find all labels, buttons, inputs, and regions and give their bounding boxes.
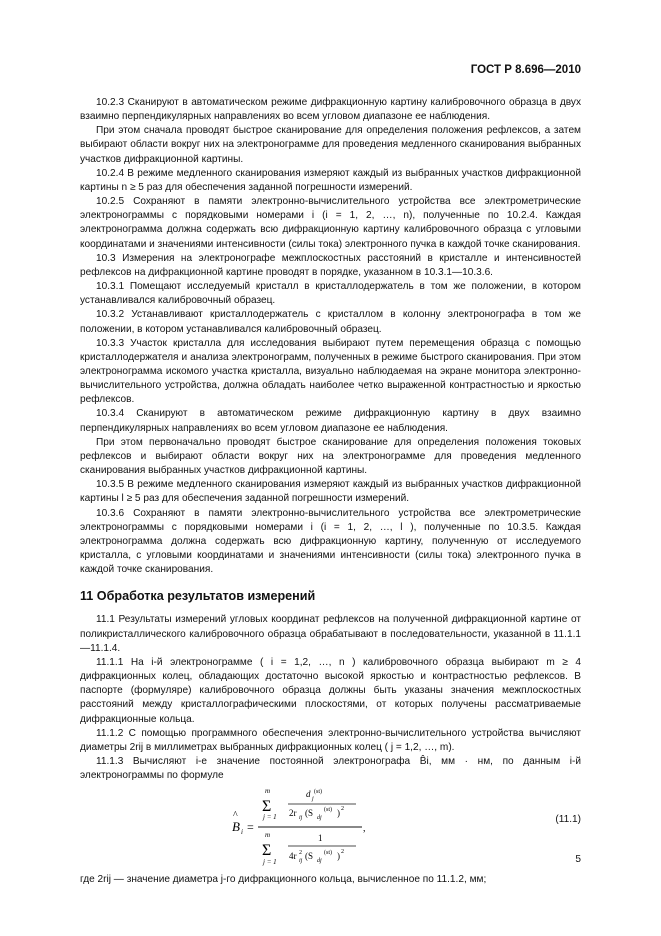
svg-text:j: j bbox=[312, 796, 314, 803]
svg-text:j = 1: j = 1 bbox=[263, 813, 277, 822]
svg-text:m: m bbox=[265, 787, 271, 796]
paragraph: 10.3.1 Помещают исследуемый кристалл в кристаллодержатель в том же положении, в котором устанавливался калибровочный образец. bbox=[80, 281, 581, 307]
svg-text:(st): (st) bbox=[324, 850, 332, 857]
svg-text:(S: (S bbox=[305, 808, 314, 819]
paragraph: 10.3.3 Участок кристалла для исследования выбирают путем перемещения образца с помощью кристаллодержателя и анализа электронограмм, полученных в режиме быстрого сканирования. При этом электронограмма искомого участка кристалла, визуально наблюдаемая на экране монитора электронно-вычислительного устройства, должна обладать наиболее четко выраженной контрастностью и яркостью рефлексов. bbox=[80, 337, 581, 406]
formula-11-1 bbox=[232, 785, 422, 869]
svg-text:dj: dj bbox=[317, 815, 322, 822]
paragraph: 10.2.5 Сохраняют в памяти электронно-вычислительного устройства все электрометрические электронограммы с порядковыми номерами i (i = 1, 2, …, n), полученные по 10.2.4. Каждая электронограмма должна содержать всю дифракционную картину калибровочного образца с угловыми координатами и значениями интенсивности (силы тока) электронного пучка в каждой точке сканирования. bbox=[80, 196, 581, 250]
svg-text:=: = bbox=[247, 820, 254, 835]
svg-text:(st): (st) bbox=[324, 807, 332, 814]
svg-text:2r: 2r bbox=[289, 808, 297, 819]
svg-text:dj: dj bbox=[317, 858, 322, 865]
svg-text:(S: (S bbox=[305, 851, 314, 862]
paragraph: 10.2.3 Сканируют в автоматическом режиме дифракционную картину калибровочного образца в двух взаимно перпендикулярных направлениях во всем угловом диапазоне ее наблюдения. bbox=[80, 97, 581, 123]
svg-text:2: 2 bbox=[341, 806, 344, 813]
paragraph: 11.1.3 Вычисляют i-е значение постоянной электронографа B̂i, мм · нм, по данным i-й электронограммы по формуле bbox=[80, 756, 581, 782]
svg-text:d: d bbox=[306, 789, 311, 800]
svg-text:Σ: Σ bbox=[262, 798, 272, 816]
paragraph: 10.3.4 Сканируют в автоматическом режиме дифракционную картину в двух взаимно перпендикулярных направлениях во всем угловом диапазоне ее наблюдения. bbox=[80, 408, 581, 434]
svg-text:m: m bbox=[265, 831, 271, 840]
svg-text:): ) bbox=[337, 851, 340, 862]
svg-text:Σ: Σ bbox=[262, 842, 272, 860]
paragraph: 10.2.4 В режиме медленного сканирования измеряют каждый из выбранных участков дифракционной картины n ≥ 5 раз для обеспечения заданной погрешности измерений. bbox=[80, 167, 581, 193]
svg-text:i: i bbox=[241, 828, 243, 837]
paragraph: При этом сначала проводят быстрое сканирование для определения положения рефлексов, а затем выбирают области вокруг них на электронограмме для проведения медленного сканирования выбранных участков дифракционной картины. bbox=[80, 125, 581, 165]
formula-block bbox=[80, 785, 581, 869]
svg-text:ij: ij bbox=[299, 815, 303, 822]
paragraph: 10.3 Измерения на электронографе межплоскостных расстояний в кристалле и интенсивностей рефлексов на дифракционной картине проводят в порядке, указанном в 10.3.1—10.3.6. bbox=[80, 252, 581, 278]
document-header: ГОСТ Р 8.696—2010 bbox=[470, 64, 581, 76]
paragraph: 11.1 Результаты измерений угловых координат рефлексов на полученной дифракционной картине от поликристаллического калибровочного образца обрабатывают в последовательности, указанной в 11.1.1—11.1.4. bbox=[80, 614, 581, 654]
paragraph: 10.3.2 Устанавливают кристаллодержатель с кристаллом в колонну электронографа в том же положении, в котором устанавливался калибровочный образец. bbox=[80, 309, 581, 335]
svg-text:^: ^ bbox=[233, 810, 238, 822]
svg-text:): ) bbox=[337, 808, 340, 819]
svg-text:j = 1: j = 1 bbox=[263, 858, 277, 867]
svg-text:2: 2 bbox=[299, 850, 302, 857]
svg-text:(st): (st) bbox=[314, 789, 322, 796]
section-title: 11 Обработка результатов измерений bbox=[80, 589, 316, 604]
equation-number: (11.1) bbox=[555, 814, 581, 826]
paragraph: 10.3.6 Сохраняют в памяти электронно-вычислительного устройства все электрометрические электронограммы с порядковыми номерами i (i = 1, 2, …, l ), полученные по 10.3.5. Каждая электронограмма должна содержать всю дифракционную картину, полученную от исследуемого кристалла, с угловыми координатами и значениями интенсивности (силы тока) электронного пучка в каждой точке сканирования. bbox=[80, 507, 581, 576]
footnote: где 2rij — значение диаметра j-го дифракционного кольца, вычисленное по 11.1.2, мм; bbox=[80, 874, 487, 886]
paragraph: При этом первоначально проводят быстрое сканирование для определения положения токовых рефлексов и выбирают области вокруг них на электронограмме для проведения медленного сканирования выбранных участков дифракционной картины. bbox=[80, 436, 581, 477]
page-number: 5 bbox=[575, 854, 581, 865]
paragraph: 11.1.2 С помощью программного обеспечения электронно-вычислительного устройства вычисляют диаметры 2rij в миллиметрах выбранных дифракционных колец ( j = 1,2, …, m). bbox=[80, 727, 581, 753]
svg-text:2: 2 bbox=[341, 849, 344, 856]
svg-text:ij: ij bbox=[299, 858, 303, 865]
paragraph: 11.1.1 На i-й электронограмме ( i = 1,2, …, n ) калибровочного образца выбирают m ≥ 4 дифракционных колец, обладающих достаточно высокой яркостью и контрастностью рефлексов. В паспорте (формуляре) калибровочного образца должны быть указаны значения межплоскостных расстояний между кристаллографическими плоскостями, от которых получены рассматриваемые дифракционные кольца. bbox=[80, 656, 581, 725]
svg-text:,: , bbox=[363, 823, 366, 835]
svg-text:1: 1 bbox=[318, 833, 323, 844]
paragraph: 10.3.5 В режиме медленного сканирования измеряют каждый из выбранных участков дифракционной картины l ≥ 5 раз для обеспечения заданной погрешности измерений. bbox=[80, 479, 581, 505]
svg-text:B: B bbox=[232, 819, 240, 835]
svg-text:4r: 4r bbox=[289, 851, 297, 862]
page-content bbox=[80, 96, 581, 888]
